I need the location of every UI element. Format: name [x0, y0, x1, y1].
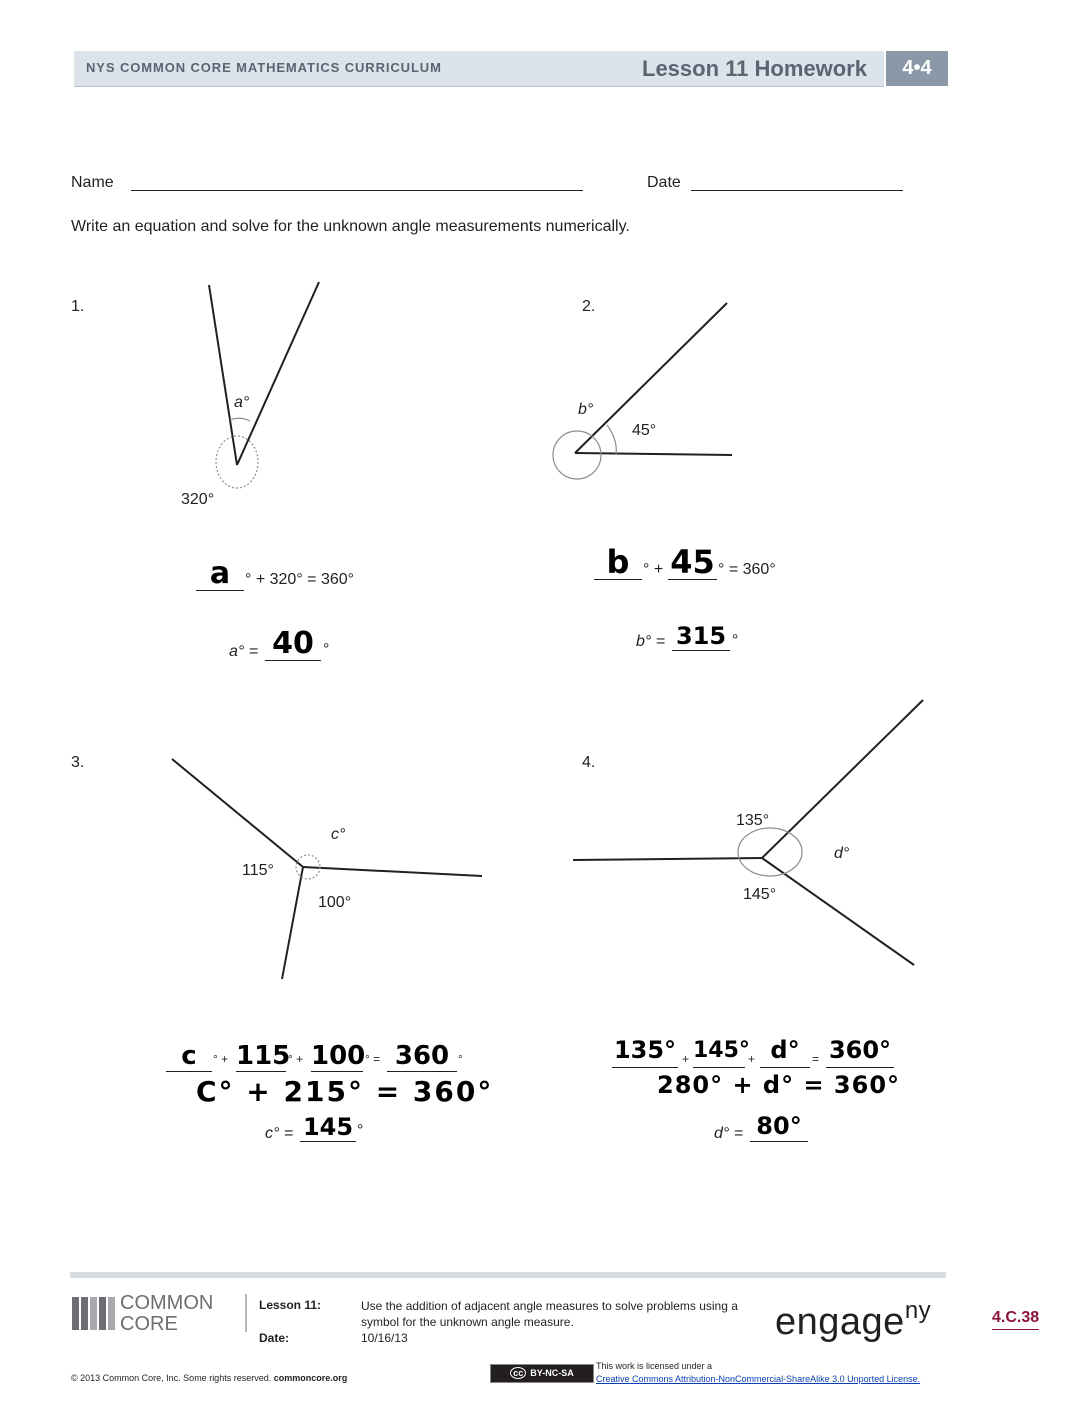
p2-eq-blank1[interactable]: b	[594, 545, 642, 580]
angle-label: 100°	[318, 894, 352, 911]
p3-work: C° + 215° = 360°	[196, 1075, 494, 1108]
lesson-title: Lesson 11 Homework	[642, 56, 867, 81]
p4-answer-label: d° =	[714, 1125, 744, 1142]
p3-eq-op1: ° +	[213, 1052, 229, 1066]
angle-label: b°	[578, 401, 594, 418]
footer-date-label: Date:	[259, 1331, 290, 1345]
name-label: Name	[71, 174, 114, 191]
p4-answer-field[interactable]: 80°	[750, 1112, 808, 1142]
p3-eq-blank3[interactable]: 100	[311, 1041, 366, 1071]
p4-eq-blank1[interactable]: 135°	[612, 1034, 678, 1068]
p2-answer-label: b° =	[636, 633, 666, 650]
footer-lesson-desc: Use the addition of adjacent angle measures to solve problems using a symbol for the unknown angle measure.	[361, 1299, 738, 1329]
angle-label: 320°	[181, 491, 215, 508]
problem-number: 4.	[582, 754, 596, 771]
p1-answer-label: a° =	[229, 643, 259, 660]
degree-symbol: °	[732, 632, 739, 649]
p4-eq-op1: +	[682, 1052, 690, 1066]
module-badge: 4•4	[886, 51, 948, 86]
angle-label: 115°	[242, 862, 274, 879]
p1-eq-blank[interactable]: a	[196, 558, 244, 591]
angle-label: c°	[331, 826, 346, 843]
p2-eq-mid: ° +	[643, 561, 664, 578]
p4-eq-blank2[interactable]: 145°	[693, 1034, 745, 1068]
logo-text-core: CORE	[120, 1313, 178, 1335]
license-link[interactable]: Creative Commons Attribution-NonCommercial-ShareAlike 3.0 Unported License.	[596, 1374, 921, 1384]
p3-eq-op2: ° +	[288, 1052, 304, 1066]
p3-eq-op4: °	[458, 1052, 463, 1066]
angle-label: 45°	[632, 422, 657, 439]
degree-symbol: °	[357, 1122, 364, 1139]
p4-eq-blank3[interactable]: d°	[760, 1034, 810, 1068]
problem-number: 2.	[582, 298, 596, 315]
logo-text-common: COMMON	[120, 1292, 214, 1314]
p3-eq-blank1[interactable]: c	[166, 1040, 212, 1072]
license-text: This work is licensed under a	[596, 1361, 713, 1371]
p4-eq-blank4[interactable]: 360°	[826, 1034, 894, 1068]
angle-label: a°	[234, 394, 250, 411]
p1-answer-field[interactable]: 40	[265, 628, 321, 661]
date-label: Date	[647, 174, 681, 191]
p3-eq-blank4[interactable]: 360	[387, 1040, 457, 1072]
footer-lesson-label: Lesson 11:	[259, 1298, 322, 1312]
cc-license-badge[interactable]: cc BY-NC-SA	[490, 1364, 594, 1383]
p3-eq-op3: ° =	[365, 1052, 381, 1066]
p3-answer-label: c° =	[265, 1125, 294, 1142]
angle-label: 145°	[743, 886, 777, 903]
instructions: Write an equation and solve for the unknown angle measurements numerically.	[71, 218, 630, 235]
p2-answer-field[interactable]: 315	[672, 623, 730, 651]
p4-eq-op3: =	[812, 1052, 820, 1066]
p3-eq-blank2[interactable]: 115	[236, 1041, 291, 1071]
engageny-logo: engage$^{ny}$	[775, 1297, 932, 1343]
problem-number: 3.	[71, 754, 85, 771]
curriculum-title: NYS COMMON CORE MATHEMATICS CURRICULUM	[86, 60, 442, 75]
angle-label: 135°	[736, 812, 770, 829]
p4-work: 280° + d° = 360°	[657, 1071, 901, 1099]
p3-answer-field[interactable]: 145	[300, 1114, 356, 1142]
footer-date-value: 10/16/13	[361, 1331, 408, 1345]
degree-symbol: °	[323, 641, 330, 658]
p2-eq-rest: ° = 360°	[718, 561, 776, 578]
page-code: 4.C.38	[992, 1309, 1039, 1330]
p2-eq-blank2[interactable]: 45	[668, 545, 717, 580]
p4-eq-op2: +	[748, 1052, 756, 1066]
problem-number: 1.	[71, 298, 85, 315]
angle-label: d°	[834, 845, 850, 862]
p1-eq-rest: ° + 320° = 360°	[245, 571, 355, 588]
copyright: © 2013 Common Core, Inc. Some rights reserved. commoncore.org	[71, 1373, 348, 1383]
